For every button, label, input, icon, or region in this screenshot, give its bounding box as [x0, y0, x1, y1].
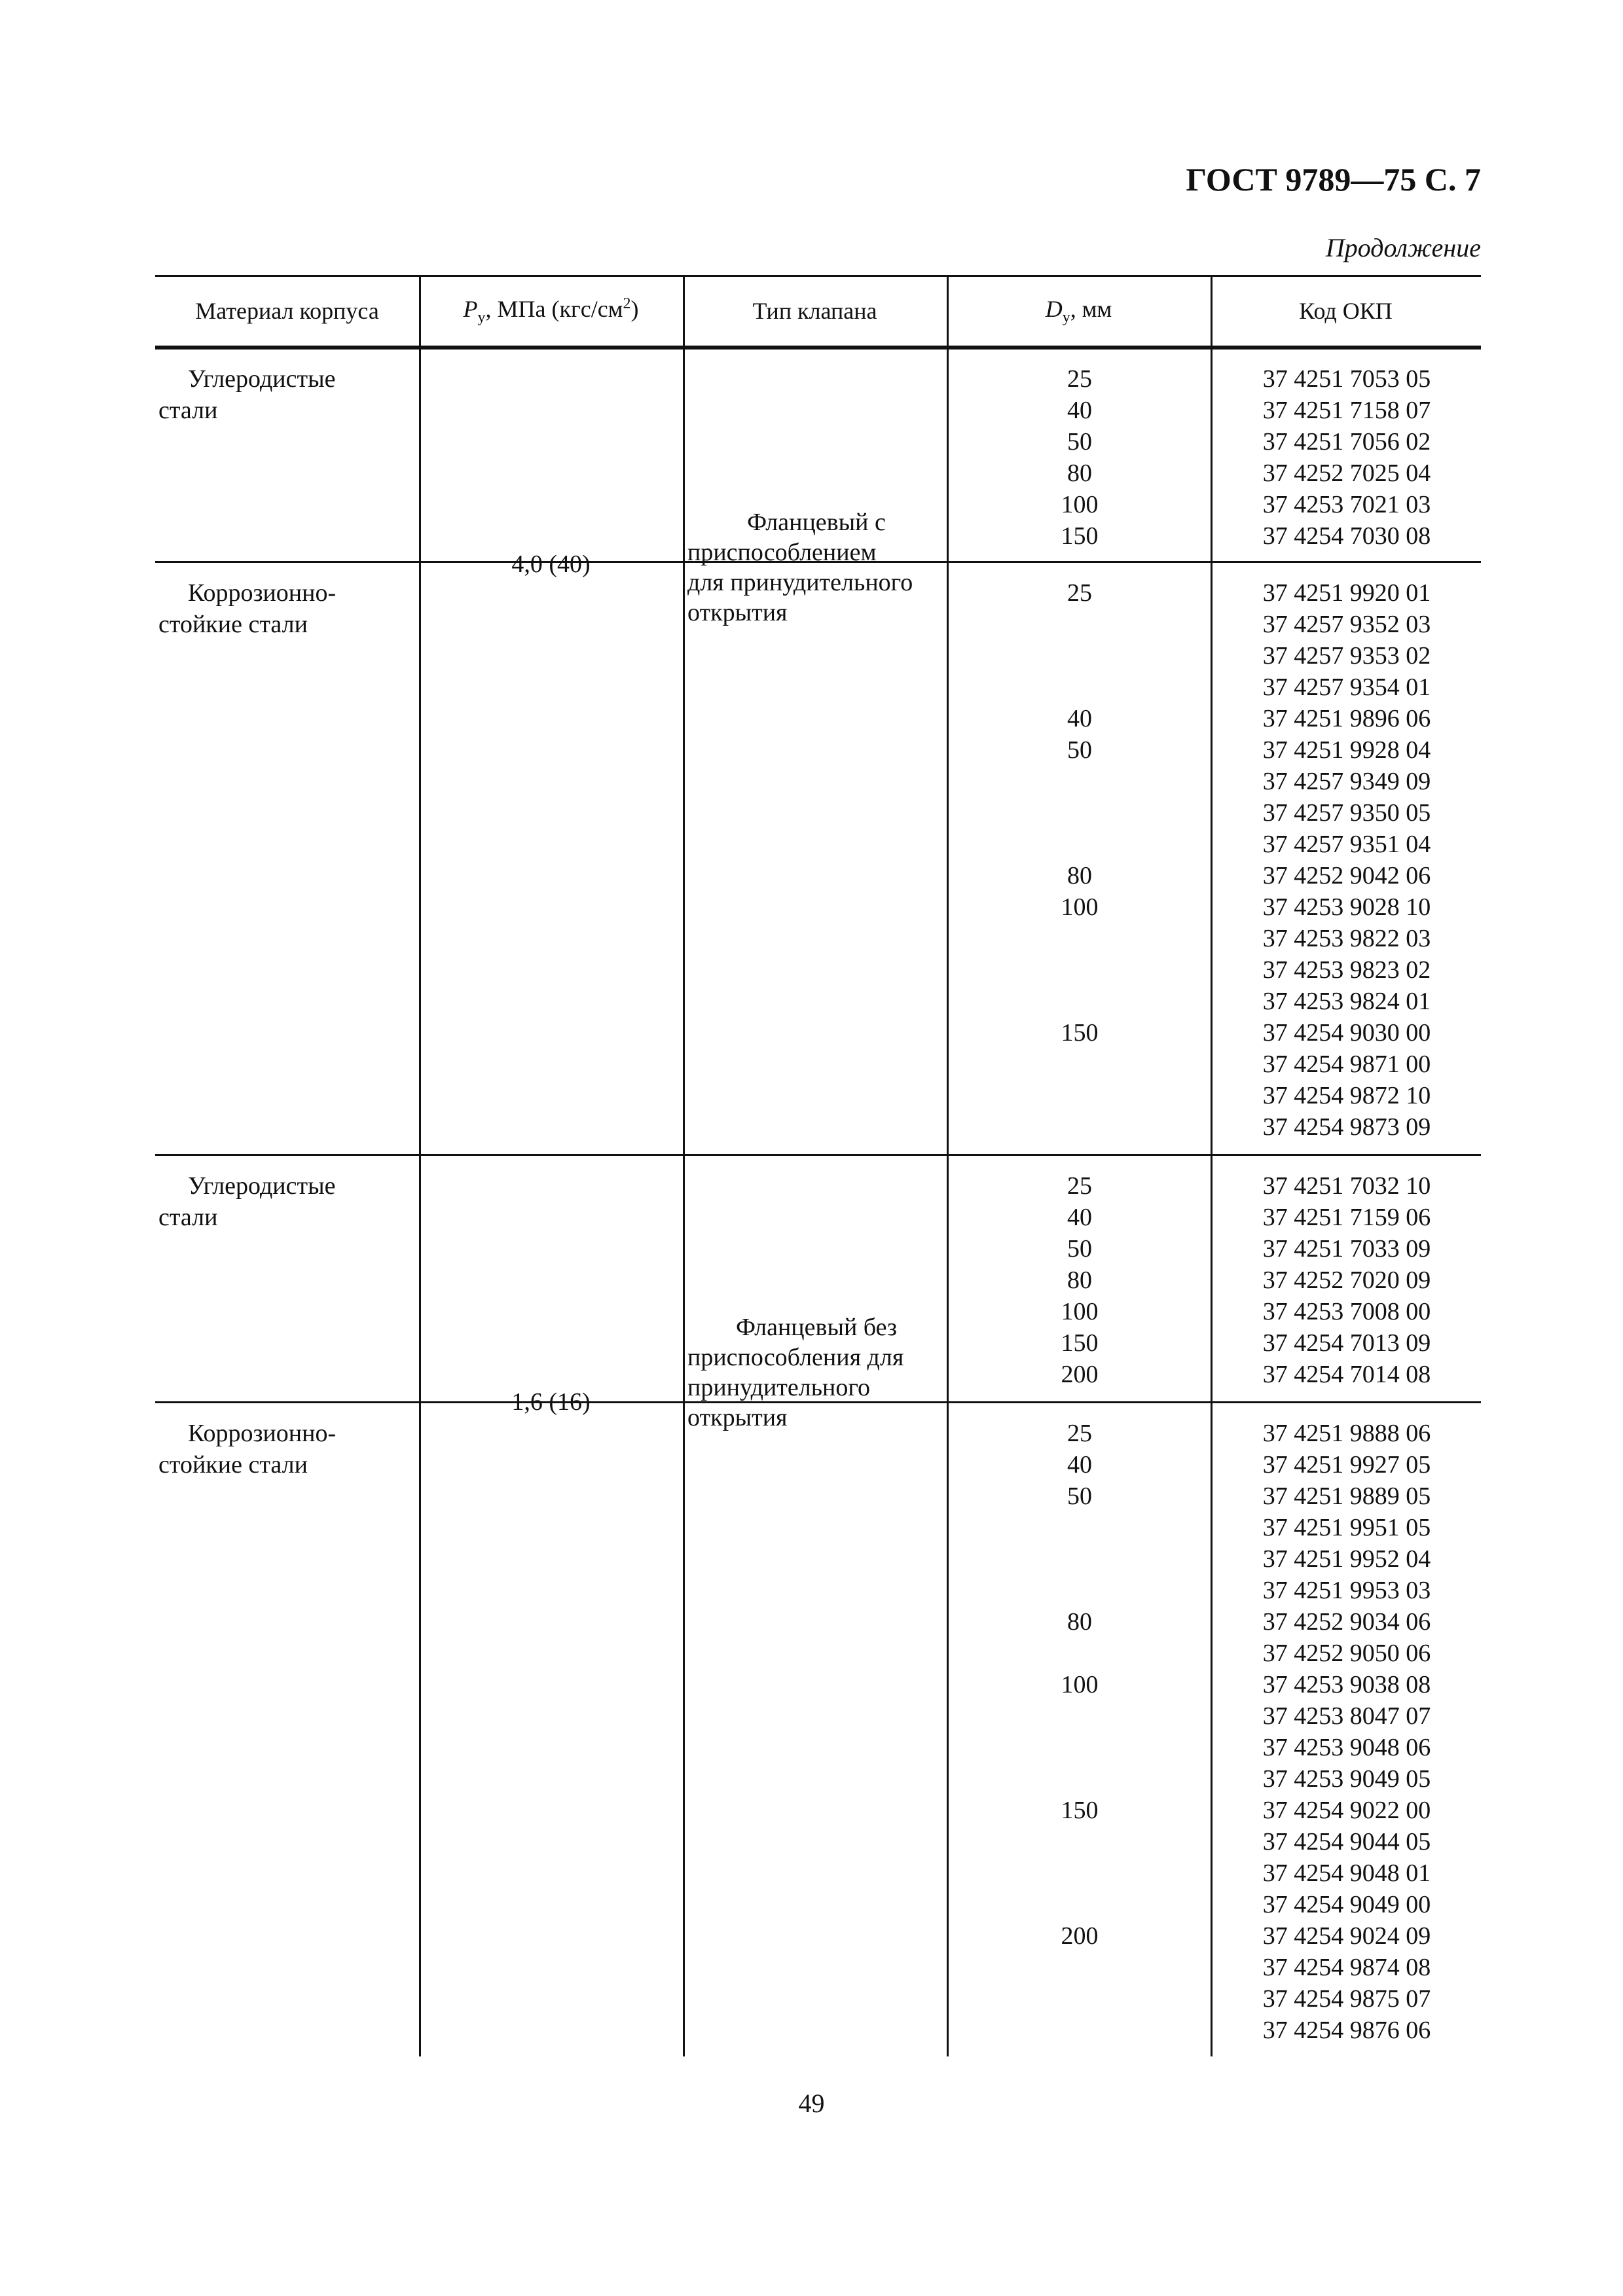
- dn-value: [949, 2015, 1211, 2046]
- table-top-rule: [155, 275, 1481, 277]
- valve-type-line: принудительного: [687, 1374, 871, 1401]
- material-cell: [158, 1170, 414, 1233]
- dn-value: [949, 923, 1211, 954]
- okp-code: 37 4251 9896 06: [1262, 705, 1431, 732]
- dn-column: [949, 1170, 1211, 1390]
- valve-type-line: Фланцевый с: [747, 509, 886, 536]
- dn-value: [949, 1952, 1211, 1983]
- dn-value: [949, 640, 1211, 672]
- valve-type-line: приспособлением: [687, 539, 877, 566]
- okp-code: 37 4257 9354 01: [1262, 673, 1431, 701]
- dn-value: 50: [1067, 428, 1092, 456]
- material-line: стали: [158, 1204, 218, 1231]
- okp-code: 37 4251 9920 01: [1262, 579, 1431, 607]
- okp-code: 37 4254 9044 05: [1262, 1828, 1431, 1856]
- material-line: стойкие стали: [158, 611, 308, 638]
- valve-type-cell: [685, 507, 947, 628]
- dn-value: 40: [1067, 397, 1092, 424]
- okp-code: 37 4251 9953 03: [1262, 1577, 1431, 1604]
- okp-code: 37 4252 9034 06: [1262, 1608, 1431, 1636]
- material-line: Коррозионно-: [188, 579, 337, 607]
- dn-value: 25: [1067, 1420, 1092, 1447]
- okp-code: 37 4254 9030 00: [1262, 1019, 1431, 1047]
- dn-value: 80: [1067, 1608, 1092, 1636]
- dn-value: 150: [1061, 1329, 1099, 1357]
- pressure-close: ): [630, 295, 639, 322]
- okp-code: 37 4253 9049 05: [1262, 1765, 1431, 1793]
- dn-value: 100: [1061, 1298, 1099, 1325]
- okp-column: [1213, 577, 1481, 1143]
- dn-value: 80: [1067, 862, 1092, 889]
- dn-value: 40: [1067, 1204, 1092, 1231]
- dn-value: 150: [1061, 522, 1099, 550]
- dn-value: [949, 672, 1211, 703]
- group-rule: [155, 1154, 1481, 1156]
- pressure-superscript: 2: [623, 295, 631, 312]
- dn-value: 25: [1067, 365, 1092, 393]
- dn-value: [949, 1983, 1211, 2015]
- dn-value: [949, 1575, 1211, 1606]
- dn-value: 25: [1067, 1172, 1092, 1200]
- dn-value: [949, 766, 1211, 797]
- dn-subscript: y: [1062, 309, 1070, 327]
- okp-code: 37 4254 9872 10: [1262, 1082, 1431, 1109]
- okp-code: 37 4254 9024 09: [1262, 1922, 1431, 1950]
- okp-code: 37 4253 7021 03: [1262, 491, 1431, 518]
- okp-code: 37 4254 9048 01: [1262, 1859, 1431, 1887]
- okp-code: 37 4251 9888 06: [1262, 1420, 1431, 1447]
- dn-column: [949, 363, 1211, 552]
- okp-code: 37 4251 7033 09: [1262, 1235, 1431, 1263]
- dn-column: [949, 1418, 1211, 2046]
- column-divider-1: [419, 275, 421, 2056]
- column-header-valve-type: Тип клапана: [752, 298, 877, 324]
- material-cell: [158, 577, 414, 640]
- okp-code: 37 4253 9038 08: [1262, 1671, 1431, 1698]
- valve-type-line: приспособления для: [687, 1344, 904, 1371]
- okp-column: [1213, 1418, 1481, 2046]
- document-header: ГОСТ 9789—75 С. 7: [1186, 161, 1481, 198]
- column-header-material: Материал корпуса: [195, 298, 379, 324]
- okp-code: 37 4253 9822 03: [1262, 925, 1431, 952]
- okp-code: 37 4253 9824 01: [1262, 988, 1431, 1015]
- dn-value: 200: [1061, 1361, 1099, 1388]
- page-number: 49: [798, 2089, 825, 2118]
- dn-symbol: D: [1045, 295, 1063, 322]
- okp-code: 37 4254 9876 06: [1262, 2017, 1431, 2044]
- dn-value: [949, 954, 1211, 986]
- dn-value: [949, 829, 1211, 860]
- dn-value: 100: [1061, 1671, 1099, 1698]
- dn-value: 80: [1067, 1266, 1092, 1294]
- dn-value: [949, 1700, 1211, 1732]
- okp-code: 37 4251 9951 05: [1262, 1514, 1431, 1541]
- okp-code: 37 4254 9873 09: [1262, 1113, 1431, 1141]
- pressure-cell: 4,0 (40): [511, 550, 591, 578]
- pressure-symbol: P: [463, 295, 478, 322]
- dn-value: [949, 1889, 1211, 1920]
- dn-value: [949, 797, 1211, 829]
- okp-code: 37 4252 9042 06: [1262, 862, 1431, 889]
- material-line: Углеродистые: [188, 365, 336, 393]
- okp-column: [1213, 1170, 1481, 1390]
- okp-table: [155, 275, 1481, 2056]
- dn-value: 25: [1067, 579, 1092, 607]
- okp-code: 37 4254 9871 00: [1262, 1050, 1431, 1078]
- dn-value: [949, 1826, 1211, 1857]
- okp-code: 37 4254 9022 00: [1262, 1797, 1431, 1824]
- material-cell: [158, 363, 414, 426]
- okp-code: 37 4251 9889 05: [1262, 1482, 1431, 1510]
- dn-value: [949, 1763, 1211, 1795]
- okp-code: 37 4251 7056 02: [1262, 428, 1431, 456]
- okp-code: 37 4254 7030 08: [1262, 522, 1431, 550]
- column-header-okp: Код ОКП: [1299, 298, 1393, 324]
- dn-unit-text: , мм: [1070, 295, 1112, 322]
- okp-code: 37 4257 9353 02: [1262, 642, 1431, 670]
- dn-value: 50: [1067, 1482, 1092, 1510]
- dn-value: 150: [1061, 1797, 1099, 1824]
- okp-code: 37 4251 9928 04: [1262, 736, 1431, 764]
- valve-type-cell: [685, 1312, 947, 1433]
- okp-code: 37 4252 9050 06: [1262, 1640, 1431, 1667]
- dn-value: [949, 1080, 1211, 1111]
- dn-value: [949, 1111, 1211, 1143]
- valve-type-line: Фланцевый без: [736, 1314, 897, 1341]
- column-header-dn: [947, 275, 1211, 347]
- pressure-subscript: y: [477, 309, 486, 327]
- dn-value: 50: [1067, 736, 1092, 764]
- material-cell: [158, 1418, 414, 1480]
- okp-code: 37 4257 9352 03: [1262, 611, 1431, 638]
- dn-value: [949, 1638, 1211, 1669]
- valve-type-line: для принудительного: [687, 569, 913, 596]
- okp-code: 37 4254 7014 08: [1262, 1361, 1431, 1388]
- okp-code: 37 4252 7025 04: [1262, 459, 1431, 487]
- okp-code: 37 4253 8047 07: [1262, 1702, 1431, 1730]
- okp-code: 37 4251 9927 05: [1262, 1451, 1431, 1479]
- column-header-pressure: [419, 275, 683, 347]
- dn-value: [949, 1049, 1211, 1080]
- dn-value: [949, 1732, 1211, 1763]
- okp-code: 37 4254 9875 07: [1262, 1985, 1431, 2013]
- header-bottom-rule: [155, 346, 1481, 350]
- dn-value: [949, 1543, 1211, 1575]
- okp-code: 37 4257 9351 04: [1262, 831, 1431, 858]
- dn-value: 80: [1067, 459, 1092, 487]
- material-line: стали: [158, 397, 218, 424]
- okp-code: 37 4257 9350 05: [1262, 799, 1431, 827]
- okp-code: 37 4254 7013 09: [1262, 1329, 1431, 1357]
- okp-code: 37 4253 9028 10: [1262, 893, 1431, 921]
- okp-code: 37 4252 7020 09: [1262, 1266, 1431, 1294]
- dn-column: [949, 577, 1211, 1143]
- valve-type-line: открытия: [687, 599, 788, 626]
- material-line: Коррозионно-: [188, 1420, 337, 1447]
- dn-value: 40: [1067, 705, 1092, 732]
- okp-code: 37 4254 9049 00: [1262, 1891, 1431, 1918]
- dn-value: 40: [1067, 1451, 1092, 1479]
- material-line: стойкие стали: [158, 1451, 308, 1479]
- pressure-unit-text: , МПа (кгс/см: [485, 295, 623, 322]
- dn-value: 150: [1061, 1019, 1099, 1047]
- okp-code: 37 4254 9874 08: [1262, 1954, 1431, 1981]
- continuation-label: Продолжение: [1325, 233, 1481, 262]
- okp-column: [1213, 363, 1481, 552]
- material-line: Углеродистые: [188, 1172, 336, 1200]
- okp-code: 37 4251 9952 04: [1262, 1545, 1431, 1573]
- dn-value: 50: [1067, 1235, 1092, 1263]
- okp-code: 37 4251 7053 05: [1262, 365, 1431, 393]
- dn-value: 100: [1061, 893, 1099, 921]
- okp-code: 37 4251 7032 10: [1262, 1172, 1431, 1200]
- dn-value: 100: [1061, 491, 1099, 518]
- dn-value: 200: [1061, 1922, 1099, 1950]
- dn-value: [949, 1857, 1211, 1889]
- valve-type-line: открытия: [687, 1404, 788, 1431]
- okp-code: 37 4257 9349 09: [1262, 768, 1431, 795]
- dn-value: [949, 986, 1211, 1017]
- okp-code: 37 4251 7159 06: [1262, 1204, 1431, 1231]
- okp-code: 37 4251 7158 07: [1262, 397, 1431, 424]
- dn-value: [949, 1512, 1211, 1543]
- okp-code: 37 4253 9823 02: [1262, 956, 1431, 984]
- pressure-cell: 1,6 (16): [511, 1388, 591, 1416]
- okp-code: 37 4253 7008 00: [1262, 1298, 1431, 1325]
- dn-value: [949, 609, 1211, 640]
- okp-code: 37 4253 9048 06: [1262, 1734, 1431, 1761]
- column-divider-2: [683, 275, 685, 2056]
